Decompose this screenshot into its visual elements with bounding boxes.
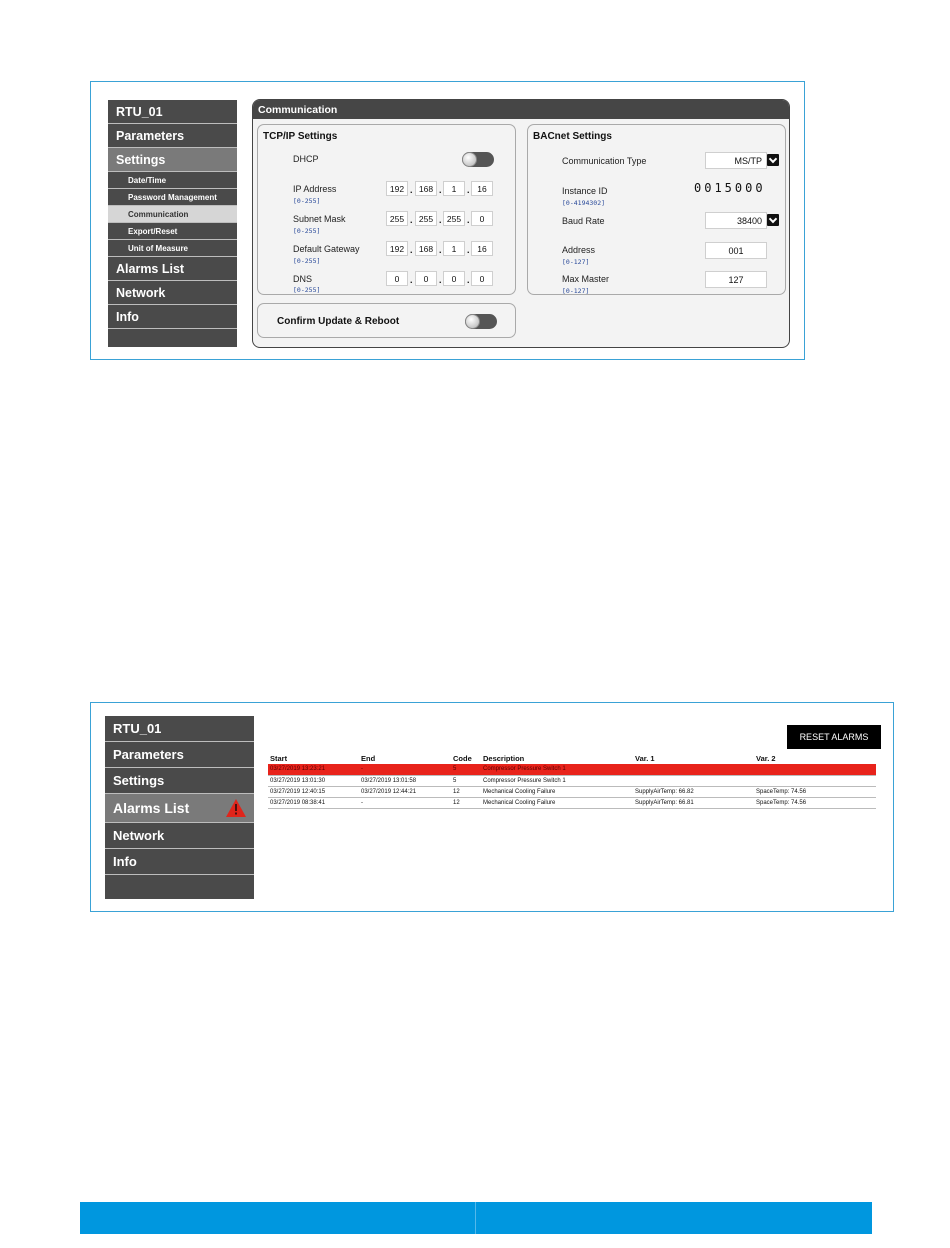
sidebar-subitem-export-reset[interactable]: Export/Reset — [108, 223, 237, 240]
dns-octet-3[interactable]: 0 — [443, 271, 465, 286]
instance-id-range: [0-4194302] — [562, 199, 606, 207]
sidebar-item-parameters[interactable]: Parameters — [108, 124, 237, 148]
sidebar-item-network[interactable]: Network — [105, 823, 254, 849]
cell-var1: SupplyAirTemp: 66.81 — [633, 797, 754, 808]
table-row[interactable] — [268, 775, 876, 786]
sidebar-item-settings[interactable]: Settings — [105, 768, 254, 794]
max-master-label: Max Master — [562, 274, 610, 284]
subnet-octet-3[interactable]: 255 — [443, 211, 465, 226]
cell-end: - — [359, 764, 451, 775]
cell-end: 03/27/2019 13:01:58 — [359, 775, 451, 786]
bacnet-title: BACnet Settings — [533, 131, 612, 142]
address-range: [0-127] — [562, 258, 590, 266]
subnet-mask-label: Subnet Mask — [293, 214, 346, 224]
cell-var2: SpaceTemp: 74.56 — [754, 786, 876, 797]
chevron-down-icon[interactable] — [767, 214, 779, 226]
instance-id-value[interactable]: 0015000 — [694, 181, 766, 195]
communication-screenshot — [90, 81, 805, 360]
cell-description: Compressor Pressure Switch 1 — [481, 775, 633, 786]
table-row[interactable] — [268, 764, 876, 775]
cell-var1 — [633, 764, 754, 775]
communication-type-label: Communication Type — [562, 156, 647, 166]
subnet-octet-4[interactable]: 0 — [471, 211, 493, 226]
table-row[interactable] — [268, 797, 876, 808]
sidebar-item-info[interactable]: Info — [108, 305, 237, 329]
subnet-mask-range: [0-255] — [293, 227, 321, 235]
sidebar-item-info[interactable]: Info — [105, 849, 254, 875]
gateway-octet-4[interactable]: 16 — [471, 241, 493, 256]
sidebar — [105, 716, 254, 899]
baud-rate-label: Baud Rate — [562, 216, 605, 226]
column-header-end: End — [361, 753, 376, 763]
column-header-description: Description — [483, 753, 525, 763]
sidebar-subitem-unit-of-measure[interactable]: Unit of Measure — [108, 240, 237, 257]
ip-octet-2[interactable]: 168 — [415, 181, 437, 196]
default-gateway-label: Default Gateway — [293, 244, 360, 254]
max-master-field[interactable]: 127 — [705, 271, 767, 288]
cell-var2 — [754, 764, 876, 775]
communication-panel — [252, 99, 790, 348]
instance-id-label: Instance ID — [562, 186, 608, 196]
column-header-code: Code — [453, 753, 472, 763]
cell-var1: SupplyAirTemp: 66.82 — [633, 786, 754, 797]
panel-title: Communication — [253, 100, 789, 119]
dhcp-label: DHCP — [293, 154, 319, 164]
toggle-knob — [462, 152, 477, 167]
cell-start: 03/27/2019 12:40:15 — [268, 786, 359, 797]
ip-octet-3[interactable]: 1 — [443, 181, 465, 196]
gateway-octet-3[interactable]: 1 — [443, 241, 465, 256]
confirm-update-label: Confirm Update & Reboot — [277, 316, 400, 327]
subnet-octet-1[interactable]: 255 — [386, 211, 408, 226]
cell-end: 03/27/2019 12:44:21 — [359, 786, 451, 797]
bacnet-settings-box — [527, 124, 786, 295]
sidebar-subitem-communication[interactable]: Communication — [108, 206, 237, 223]
subnet-octet-2[interactable]: 255 — [415, 211, 437, 226]
cell-var2: SpaceTemp: 74.56 — [754, 797, 876, 808]
gateway-octet-1[interactable]: 192 — [386, 241, 408, 256]
table-header-row — [268, 753, 876, 764]
column-header-var2: Var. 2 — [756, 753, 776, 763]
confirm-update-box — [257, 303, 516, 338]
sidebar-device-name: RTU_01 — [105, 716, 254, 742]
cell-code: 12 — [451, 786, 481, 797]
cell-code: 12 — [451, 797, 481, 808]
baud-rate-select[interactable] — [705, 212, 767, 229]
dns-octet-2[interactable]: 0 — [415, 271, 437, 286]
address-label: Address — [562, 245, 596, 255]
cell-start: 03/27/2019 08:38:41 — [268, 797, 359, 808]
cell-end: - — [359, 797, 451, 808]
column-header-var1: Var. 1 — [635, 753, 655, 763]
sidebar-item-parameters[interactable]: Parameters — [105, 742, 254, 768]
sidebar-subitem-password-management[interactable]: Password Management — [108, 189, 237, 206]
sidebar — [108, 100, 237, 347]
max-master-range: [0-127] — [562, 287, 590, 295]
dhcp-toggle[interactable] — [462, 152, 494, 167]
ip-octet-4[interactable]: 16 — [471, 181, 493, 196]
sidebar-item-alarms-list[interactable] — [105, 794, 254, 823]
ip-octet-1[interactable]: 192 — [386, 181, 408, 196]
ip-address-label: IP Address — [293, 184, 337, 194]
confirm-update-toggle[interactable] — [465, 314, 497, 329]
dns-label: DNS — [293, 274, 313, 284]
toggle-knob — [465, 314, 480, 329]
gateway-octet-2[interactable]: 168 — [415, 241, 437, 256]
alarms-table — [268, 753, 876, 809]
dns-range: [0-255] — [293, 286, 321, 294]
table-row[interactable] — [268, 786, 876, 797]
reset-alarms-button[interactable]: RESET ALARMS — [787, 725, 881, 749]
warning-icon — [226, 799, 246, 817]
alarms-screenshot — [90, 702, 894, 912]
dns-octet-4[interactable]: 0 — [471, 271, 493, 286]
sidebar-item-settings[interactable]: Settings — [108, 148, 237, 172]
footer-divider — [475, 1202, 476, 1234]
sidebar-item-alarms-list[interactable]: Alarms List — [108, 257, 237, 281]
default-gateway-range: [0-255] — [293, 257, 321, 265]
sidebar-subitem-date-time[interactable]: Date/Time — [108, 172, 237, 189]
cell-code: 5 — [451, 775, 481, 786]
cell-var1 — [633, 775, 754, 786]
communication-type-select[interactable] — [705, 152, 767, 169]
sidebar-device-name: RTU_01 — [108, 100, 237, 124]
dns-octet-1[interactable]: 0 — [386, 271, 408, 286]
cell-description: Compressor Pressure Switch 1 — [481, 764, 633, 775]
tcpip-settings-box: TCP/IP Settings DHCP IP Address [0-255] 192 . 168 . 1 . 16 Subnet Mask [0-255] 255 . 255 . 255 . 0 Default Gateway [0-255] 192 . 168 . 1 . 16 DNS [0-255] 0 . 0 . 0 . 0 — [257, 124, 516, 295]
page-footer-bar — [80, 1202, 872, 1234]
tcpip-title: TCP/IP Settings — [263, 131, 338, 142]
ip-address-range: [0-255] — [293, 197, 321, 205]
chevron-down-icon[interactable] — [767, 154, 779, 166]
cell-var2 — [754, 775, 876, 786]
communication-type-value: MS/TP — [734, 156, 762, 166]
cell-description: Mechanical Cooling Failure — [481, 786, 633, 797]
column-header-start: Start — [270, 753, 288, 763]
cell-start: 03/27/2019 13:01:30 — [268, 775, 359, 786]
address-field[interactable]: 001 — [705, 242, 767, 259]
baud-rate-value: 38400 — [736, 216, 762, 226]
cell-code: 5 — [451, 764, 481, 775]
cell-start: 03/27/2019 13:23:21 — [268, 764, 359, 775]
cell-description: Mechanical Cooling Failure — [481, 797, 633, 808]
sidebar-item-label: Alarms List — [113, 800, 190, 816]
sidebar-item-network[interactable]: Network — [108, 281, 237, 305]
